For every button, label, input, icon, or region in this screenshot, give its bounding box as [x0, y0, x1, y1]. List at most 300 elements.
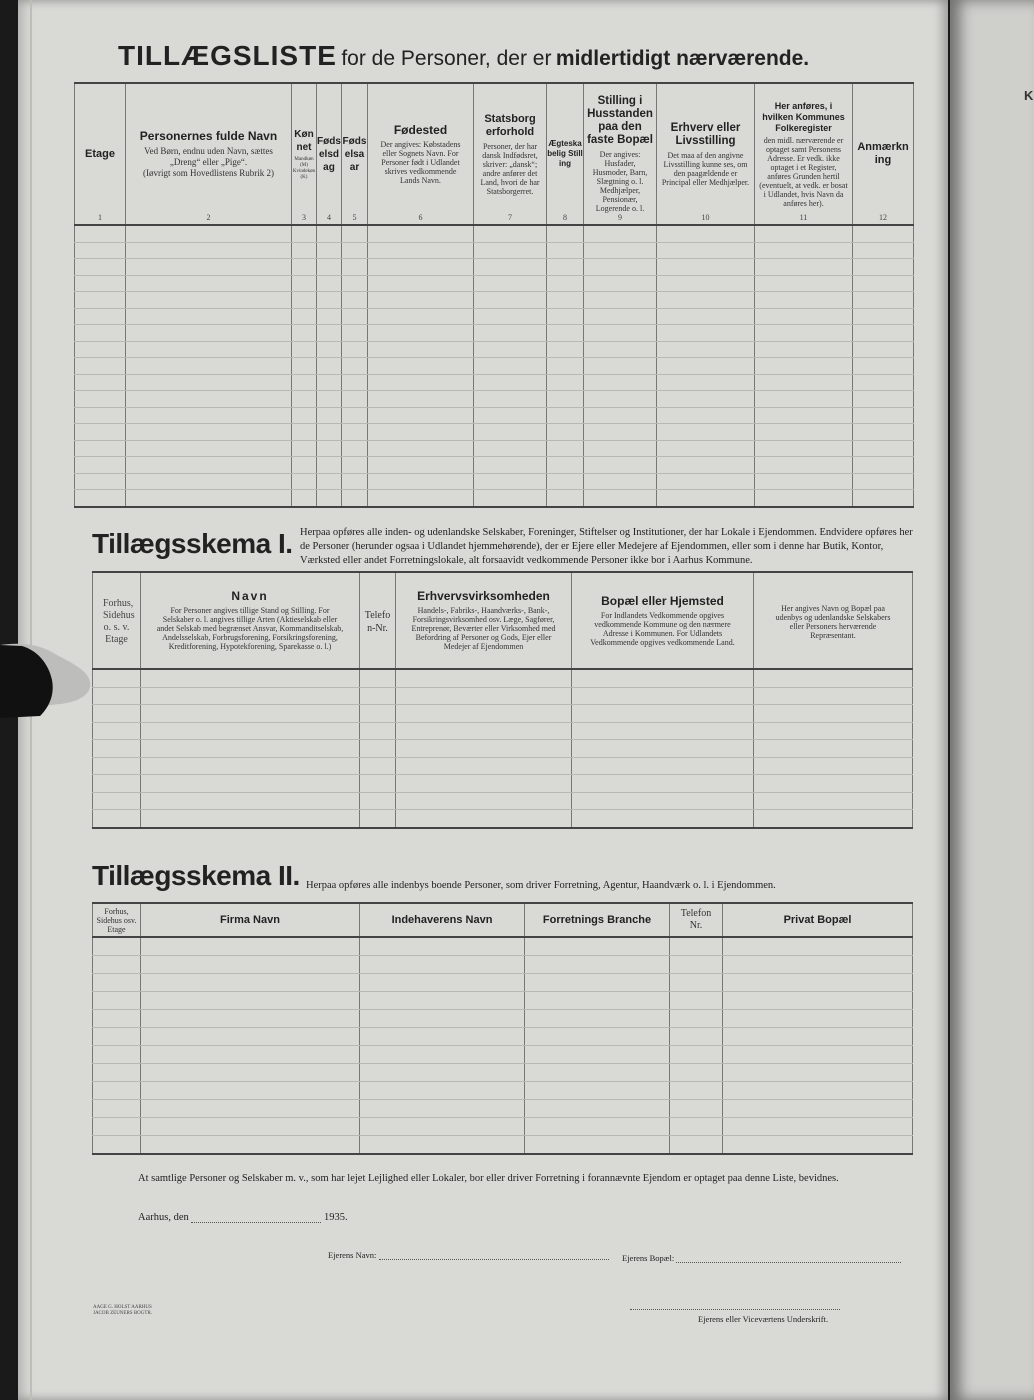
table-cell[interactable]: [368, 473, 474, 490]
table-cell[interactable]: [360, 722, 396, 740]
table-cell[interactable]: [292, 259, 317, 276]
table-cell[interactable]: [754, 705, 913, 723]
owner-name-field[interactable]: [379, 1259, 609, 1260]
table-cell[interactable]: [317, 374, 342, 391]
table-cell[interactable]: [755, 225, 853, 242]
table-cell[interactable]: [853, 391, 914, 408]
table-cell[interactable]: [317, 407, 342, 424]
table-cell[interactable]: [93, 722, 141, 740]
table-cell[interactable]: [657, 391, 755, 408]
table-cell[interactable]: [141, 687, 360, 705]
table-cell[interactable]: [723, 1136, 913, 1155]
table-cell[interactable]: [547, 358, 584, 375]
table-cell[interactable]: [853, 341, 914, 358]
table-cell[interactable]: [584, 341, 657, 358]
table-cell[interactable]: [368, 391, 474, 408]
table-cell[interactable]: [93, 1082, 141, 1100]
table-cell[interactable]: [93, 956, 141, 974]
table-cell[interactable]: [126, 242, 292, 259]
table-cell[interactable]: [75, 490, 126, 507]
table-cell[interactable]: [572, 810, 754, 828]
table-cell[interactable]: [474, 391, 547, 408]
table-cell[interactable]: [572, 669, 754, 687]
table-cell[interactable]: [317, 457, 342, 474]
table-cell[interactable]: [853, 292, 914, 309]
table-cell[interactable]: [368, 292, 474, 309]
table-cell[interactable]: [853, 473, 914, 490]
table-cell[interactable]: [368, 374, 474, 391]
table-cell[interactable]: [755, 457, 853, 474]
table-cell[interactable]: [572, 705, 754, 723]
table-cell[interactable]: [126, 325, 292, 342]
table-cell[interactable]: [368, 358, 474, 375]
table-cell[interactable]: [723, 1082, 913, 1100]
table-cell[interactable]: [657, 440, 755, 457]
table-cell[interactable]: [292, 242, 317, 259]
table-cell[interactable]: [360, 1100, 525, 1118]
table-cell[interactable]: [670, 992, 723, 1010]
table-cell[interactable]: [93, 705, 141, 723]
table-cell[interactable]: [670, 1046, 723, 1064]
table-cell[interactable]: [755, 259, 853, 276]
table-cell[interactable]: [342, 358, 368, 375]
table-cell[interactable]: [126, 259, 292, 276]
table-cell[interactable]: [754, 757, 913, 775]
table-cell[interactable]: [292, 457, 317, 474]
table-cell[interactable]: [360, 1082, 525, 1100]
table-cell[interactable]: [754, 687, 913, 705]
table-cell[interactable]: [853, 325, 914, 342]
table-cell[interactable]: [670, 1028, 723, 1046]
table-cell[interactable]: [474, 225, 547, 242]
table-cell[interactable]: [525, 1100, 670, 1118]
table-cell[interactable]: [360, 740, 396, 758]
table-cell[interactable]: [141, 1046, 360, 1064]
table-cell[interactable]: [292, 308, 317, 325]
table-cell[interactable]: [723, 1100, 913, 1118]
table-cell[interactable]: [93, 1136, 141, 1155]
table-cell[interactable]: [75, 440, 126, 457]
table-cell[interactable]: [584, 473, 657, 490]
table-cell[interactable]: [547, 490, 584, 507]
table-cell[interactable]: [547, 325, 584, 342]
table-cell[interactable]: [853, 225, 914, 242]
table-cell[interactable]: [670, 1118, 723, 1136]
table-cell[interactable]: [547, 407, 584, 424]
table-cell[interactable]: [547, 308, 584, 325]
table-cell[interactable]: [572, 740, 754, 758]
table-cell[interactable]: [525, 1010, 670, 1028]
table-cell[interactable]: [525, 1046, 670, 1064]
table-cell[interactable]: [141, 974, 360, 992]
table-cell[interactable]: [368, 275, 474, 292]
table-cell[interactable]: [474, 308, 547, 325]
table-cell[interactable]: [525, 992, 670, 1010]
table-cell[interactable]: [126, 341, 292, 358]
table-cell[interactable]: [75, 473, 126, 490]
table-cell[interactable]: [126, 457, 292, 474]
table-cell[interactable]: [474, 424, 547, 441]
table-cell[interactable]: [525, 937, 670, 956]
table-cell[interactable]: [723, 937, 913, 956]
table-cell[interactable]: [360, 1028, 525, 1046]
table-cell[interactable]: [368, 325, 474, 342]
table-cell[interactable]: [360, 792, 396, 810]
table-cell[interactable]: [368, 225, 474, 242]
table-cell[interactable]: [657, 242, 755, 259]
table-cell[interactable]: [317, 292, 342, 309]
table-cell[interactable]: [342, 242, 368, 259]
owner-address-field[interactable]: [676, 1262, 901, 1263]
table-cell[interactable]: [342, 391, 368, 408]
table-cell[interactable]: [126, 440, 292, 457]
table-cell[interactable]: [547, 374, 584, 391]
table-cell[interactable]: [754, 792, 913, 810]
table-cell[interactable]: [547, 473, 584, 490]
table-cell[interactable]: [657, 341, 755, 358]
table-cell[interactable]: [93, 937, 141, 956]
table-cell[interactable]: [141, 722, 360, 740]
table-cell[interactable]: [141, 669, 360, 687]
table-cell[interactable]: [525, 1064, 670, 1082]
table-cell[interactable]: [75, 374, 126, 391]
table-cell[interactable]: [342, 424, 368, 441]
table-cell[interactable]: [396, 757, 572, 775]
table-cell[interactable]: [317, 275, 342, 292]
table-cell[interactable]: [474, 473, 547, 490]
table-cell[interactable]: [547, 341, 584, 358]
table-cell[interactable]: [141, 956, 360, 974]
table-cell[interactable]: [126, 292, 292, 309]
table-cell[interactable]: [755, 358, 853, 375]
table-cell[interactable]: [141, 937, 360, 956]
table-cell[interactable]: [474, 275, 547, 292]
table-cell[interactable]: [474, 374, 547, 391]
table-cell[interactable]: [670, 1136, 723, 1155]
table-cell[interactable]: [853, 490, 914, 507]
table-cell[interactable]: [75, 292, 126, 309]
table-cell[interactable]: [754, 740, 913, 758]
table-cell[interactable]: [75, 225, 126, 242]
table-cell[interactable]: [584, 440, 657, 457]
table-cell[interactable]: [584, 275, 657, 292]
table-cell[interactable]: [670, 1082, 723, 1100]
table-cell[interactable]: [292, 225, 317, 242]
table-cell[interactable]: [360, 669, 396, 687]
table-cell[interactable]: [755, 424, 853, 441]
table-cell[interactable]: [547, 424, 584, 441]
table-cell[interactable]: [547, 391, 584, 408]
signature-field[interactable]: [630, 1308, 840, 1310]
table-cell[interactable]: [360, 1010, 525, 1028]
table-cell[interactable]: [584, 424, 657, 441]
table-cell[interactable]: [126, 308, 292, 325]
table-cell[interactable]: [755, 407, 853, 424]
table-cell[interactable]: [126, 424, 292, 441]
table-cell[interactable]: [342, 308, 368, 325]
table-cell[interactable]: [396, 669, 572, 687]
table-cell[interactable]: [126, 358, 292, 375]
table-cell[interactable]: [75, 242, 126, 259]
table-cell[interactable]: [547, 225, 584, 242]
table-cell[interactable]: [853, 440, 914, 457]
table-cell[interactable]: [368, 308, 474, 325]
table-cell[interactable]: [292, 325, 317, 342]
table-cell[interactable]: [754, 669, 913, 687]
table-cell[interactable]: [547, 440, 584, 457]
table-cell[interactable]: [584, 374, 657, 391]
table-cell[interactable]: [342, 292, 368, 309]
table-cell[interactable]: [584, 292, 657, 309]
table-cell[interactable]: [853, 457, 914, 474]
table-cell[interactable]: [657, 424, 755, 441]
table-cell[interactable]: [368, 341, 474, 358]
table-cell[interactable]: [292, 440, 317, 457]
table-cell[interactable]: [572, 722, 754, 740]
table-cell[interactable]: [396, 722, 572, 740]
table-cell[interactable]: [474, 440, 547, 457]
table-cell[interactable]: [75, 358, 126, 375]
table-cell[interactable]: [360, 1118, 525, 1136]
table-cell[interactable]: [141, 775, 360, 793]
table-cell[interactable]: [755, 391, 853, 408]
table-cell[interactable]: [126, 391, 292, 408]
table-cell[interactable]: [853, 424, 914, 441]
table-cell[interactable]: [474, 358, 547, 375]
table-cell[interactable]: [292, 391, 317, 408]
table-cell[interactable]: [657, 308, 755, 325]
table-cell[interactable]: [584, 457, 657, 474]
table-cell[interactable]: [317, 242, 342, 259]
table-cell[interactable]: [360, 1136, 525, 1155]
table-cell[interactable]: [141, 1082, 360, 1100]
table-cell[interactable]: [360, 1064, 525, 1082]
table-cell[interactable]: [396, 705, 572, 723]
table-cell[interactable]: [474, 407, 547, 424]
table-cell[interactable]: [754, 810, 913, 828]
table-cell[interactable]: [141, 705, 360, 723]
table-cell[interactable]: [141, 1118, 360, 1136]
table-cell[interactable]: [342, 325, 368, 342]
table-cell[interactable]: [141, 1100, 360, 1118]
table-cell[interactable]: [572, 687, 754, 705]
table-cell[interactable]: [292, 275, 317, 292]
table-cell[interactable]: [141, 1010, 360, 1028]
table-cell[interactable]: [474, 457, 547, 474]
table-cell[interactable]: [584, 490, 657, 507]
table-cell[interactable]: [657, 490, 755, 507]
table-cell[interactable]: [317, 473, 342, 490]
table-cell[interactable]: [75, 259, 126, 276]
table-cell[interactable]: [342, 440, 368, 457]
table-cell[interactable]: [342, 341, 368, 358]
table-cell[interactable]: [93, 687, 141, 705]
table-cell[interactable]: [755, 242, 853, 259]
table-cell[interactable]: [93, 1010, 141, 1028]
table-cell[interactable]: [93, 1028, 141, 1046]
table-cell[interactable]: [368, 440, 474, 457]
table-cell[interactable]: [360, 1046, 525, 1064]
table-cell[interactable]: [474, 242, 547, 259]
table-cell[interactable]: [572, 757, 754, 775]
table-cell[interactable]: [292, 374, 317, 391]
table-cell[interactable]: [723, 1118, 913, 1136]
table-cell[interactable]: [342, 225, 368, 242]
table-cell[interactable]: [755, 473, 853, 490]
table-cell[interactable]: [723, 1028, 913, 1046]
table-cell[interactable]: [360, 992, 525, 1010]
table-cell[interactable]: [584, 358, 657, 375]
table-cell[interactable]: [657, 275, 755, 292]
table-cell[interactable]: [474, 292, 547, 309]
table-cell[interactable]: [317, 341, 342, 358]
table-cell[interactable]: [360, 705, 396, 723]
table-cell[interactable]: [474, 259, 547, 276]
table-cell[interactable]: [342, 490, 368, 507]
table-cell[interactable]: [292, 341, 317, 358]
table-cell[interactable]: [396, 687, 572, 705]
table-cell[interactable]: [93, 974, 141, 992]
table-cell[interactable]: [670, 1010, 723, 1028]
table-cell[interactable]: [755, 325, 853, 342]
table-cell[interactable]: [141, 992, 360, 1010]
table-cell[interactable]: [853, 259, 914, 276]
table-cell[interactable]: [572, 775, 754, 793]
table-cell[interactable]: [141, 1028, 360, 1046]
table-cell[interactable]: [75, 275, 126, 292]
table-cell[interactable]: [670, 937, 723, 956]
table-cell[interactable]: [93, 669, 141, 687]
table-cell[interactable]: [584, 242, 657, 259]
table-cell[interactable]: [342, 473, 368, 490]
table-cell[interactable]: [317, 325, 342, 342]
table-cell[interactable]: [141, 740, 360, 758]
table-cell[interactable]: [126, 473, 292, 490]
table-cell[interactable]: [368, 242, 474, 259]
table-cell[interactable]: [723, 1010, 913, 1028]
table-cell[interactable]: [396, 792, 572, 810]
table-cell[interactable]: [292, 473, 317, 490]
table-cell[interactable]: [317, 358, 342, 375]
table-cell[interactable]: [317, 225, 342, 242]
table-cell[interactable]: [368, 424, 474, 441]
table-cell[interactable]: [317, 308, 342, 325]
table-cell[interactable]: [360, 810, 396, 828]
table-cell[interactable]: [853, 374, 914, 391]
table-cell[interactable]: [360, 775, 396, 793]
table-cell[interactable]: [755, 374, 853, 391]
table-cell[interactable]: [723, 1046, 913, 1064]
table-cell[interactable]: [342, 275, 368, 292]
table-cell[interactable]: [584, 225, 657, 242]
table-cell[interactable]: [75, 341, 126, 358]
table-cell[interactable]: [317, 490, 342, 507]
table-cell[interactable]: [360, 974, 525, 992]
table-cell[interactable]: [853, 308, 914, 325]
table-cell[interactable]: [360, 937, 525, 956]
table-cell[interactable]: [853, 275, 914, 292]
table-cell[interactable]: [126, 374, 292, 391]
table-cell[interactable]: [584, 325, 657, 342]
table-cell[interactable]: [657, 292, 755, 309]
table-cell[interactable]: [317, 440, 342, 457]
table-cell[interactable]: [657, 325, 755, 342]
table-cell[interactable]: [75, 308, 126, 325]
table-cell[interactable]: [93, 810, 141, 828]
table-cell[interactable]: [572, 792, 754, 810]
table-cell[interactable]: [657, 374, 755, 391]
table-cell[interactable]: [584, 407, 657, 424]
table-cell[interactable]: [93, 1064, 141, 1082]
table-cell[interactable]: [670, 1064, 723, 1082]
table-cell[interactable]: [75, 424, 126, 441]
table-cell[interactable]: [755, 490, 853, 507]
table-cell[interactable]: [525, 1082, 670, 1100]
table-cell[interactable]: [584, 308, 657, 325]
table-cell[interactable]: [292, 407, 317, 424]
table-cell[interactable]: [93, 775, 141, 793]
table-cell[interactable]: [853, 358, 914, 375]
table-cell[interactable]: [657, 457, 755, 474]
table-cell[interactable]: [360, 956, 525, 974]
table-cell[interactable]: [75, 391, 126, 408]
table-cell[interactable]: [657, 225, 755, 242]
table-cell[interactable]: [342, 457, 368, 474]
table-cell[interactable]: [75, 325, 126, 342]
table-cell[interactable]: [93, 1118, 141, 1136]
table-cell[interactable]: [93, 992, 141, 1010]
table-cell[interactable]: [670, 956, 723, 974]
table-cell[interactable]: [368, 259, 474, 276]
table-cell[interactable]: [547, 242, 584, 259]
table-cell[interactable]: [141, 810, 360, 828]
table-cell[interactable]: [360, 757, 396, 775]
table-cell[interactable]: [853, 407, 914, 424]
table-cell[interactable]: [525, 956, 670, 974]
table-cell[interactable]: [723, 956, 913, 974]
table-cell[interactable]: [525, 1136, 670, 1155]
table-cell[interactable]: [755, 440, 853, 457]
table-cell[interactable]: [93, 792, 141, 810]
table-cell[interactable]: [141, 792, 360, 810]
table-cell[interactable]: [723, 974, 913, 992]
table-cell[interactable]: [317, 391, 342, 408]
table-cell[interactable]: [126, 275, 292, 292]
table-cell[interactable]: [75, 457, 126, 474]
table-cell[interactable]: [755, 341, 853, 358]
table-cell[interactable]: [755, 308, 853, 325]
table-cell[interactable]: [93, 740, 141, 758]
table-cell[interactable]: [368, 457, 474, 474]
table-cell[interactable]: [474, 341, 547, 358]
table-cell[interactable]: [853, 242, 914, 259]
table-cell[interactable]: [525, 974, 670, 992]
table-cell[interactable]: [754, 775, 913, 793]
table-cell[interactable]: [657, 407, 755, 424]
table-cell[interactable]: [584, 391, 657, 408]
table-cell[interactable]: [292, 292, 317, 309]
table-cell[interactable]: [547, 259, 584, 276]
table-cell[interactable]: [547, 292, 584, 309]
table-cell[interactable]: [75, 407, 126, 424]
table-cell[interactable]: [141, 1064, 360, 1082]
table-cell[interactable]: [547, 457, 584, 474]
table-cell[interactable]: [292, 358, 317, 375]
date-field[interactable]: [191, 1222, 321, 1223]
table-cell[interactable]: [93, 1046, 141, 1064]
table-cell[interactable]: [474, 325, 547, 342]
table-cell[interactable]: [292, 490, 317, 507]
